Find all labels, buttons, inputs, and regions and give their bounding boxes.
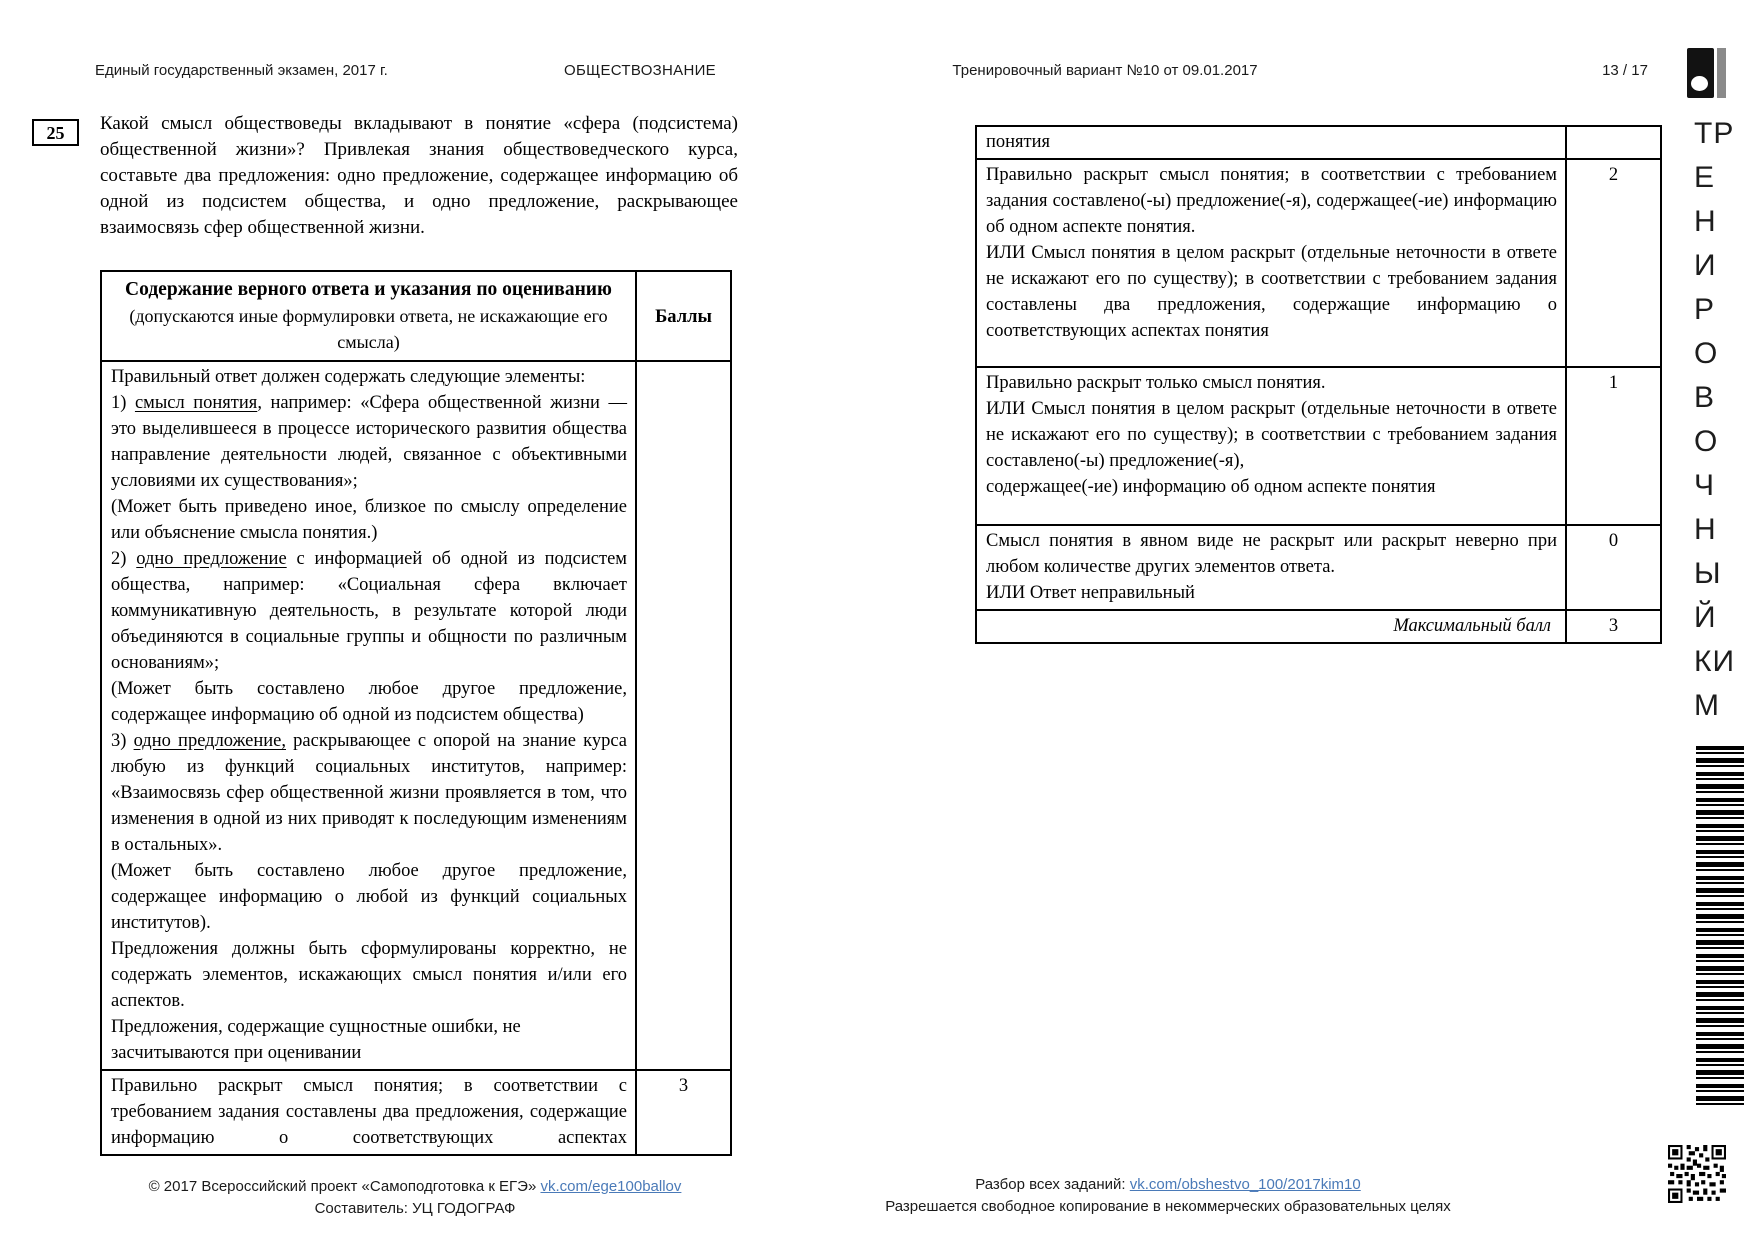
kim-vertical-watermark: ТР Е Н И Р О В О Ч Н Ы Й КИ М (1694, 117, 1736, 722)
table-row-score-3 (102, 1069, 730, 1154)
logo-stripe (1717, 48, 1726, 98)
footer-copyright-text: © 2017 Всероссийский проект «Самоподготовка к ЕГЭ» (148, 1178, 541, 1195)
table-row-continuation (977, 127, 1660, 158)
criterion-2-cell: Правильно раскрыт смысл понятия; в соответствии с требованием задания составлено(-ы) предложение(-я), содержащее(-ие) информацию об одном аспекте понятия. ИЛИ Смысл понятия в целом раскрыт (отдельные неточности в ответе не искажают его по существу); в соответствии с требованием задания составлены два предложения, содержащие информацию о соответствующих аспектах понятия (986, 165, 1557, 341)
logo-circle-icon (1691, 76, 1708, 91)
table-header-title: Содержание верного ответа и указания по оцениванию (125, 279, 612, 300)
qr-code (1668, 1145, 1726, 1203)
header-page-number: 13 / 17 (1602, 62, 1648, 79)
table-row-score-0 (977, 524, 1660, 609)
continuation-cell: понятия (986, 132, 1051, 152)
footer-breakdown-line (878, 1174, 1458, 1196)
table-row-max-score (977, 609, 1660, 642)
table-row-score-1 (977, 366, 1660, 524)
scoring-table-right (975, 125, 1662, 644)
table-header-subtitle: (допускаются иные формулировки ответа, не искажающие его смысла) (129, 306, 608, 352)
ege-logo (1687, 48, 1727, 98)
footer-composer: Составитель: УЦ ГОДОГРАФ (314, 1200, 516, 1217)
footer-left (95, 1176, 735, 1220)
question-text: Какой смысл обществоведы вкладывают в понятие «сфера (подсистема) общественной жизни»? Привлекая знания обществоведческого курса, составьте два предложения: одно предложение, содержащее информацию об одной из подсистем общества, и одно предложение, раскрывающее взаимосвязь сфер общественной жизни. (100, 113, 738, 238)
footer-right (878, 1174, 1458, 1218)
footer-link-kim10[interactable]: vk.com/obshestvo_100/2017kim10 (1129, 1176, 1361, 1193)
footer-breakdown-text: Разбор всех заданий: (975, 1176, 1130, 1193)
table-header-row (102, 272, 730, 360)
table-row-score-2 (977, 158, 1660, 366)
table-header-content (102, 272, 635, 360)
answer-score-cell (635, 362, 730, 1069)
criterion-1-cell: Правильно раскрыт только смысл понятия. ИЛИ Смысл понятия в целом раскрыт (отдельные неточности в ответе не искажают его по существу); в соответствии с требованием задания составлено(-ы) предложение(-я), содержащее(-ие) информацию об одном аспекте понятия (986, 373, 1557, 497)
criterion-3-cell: Правильно раскрыт смысл понятия; в соответствии с требованием задания составлены два предложения, содержащие информацию о соответствующих аспектах (111, 1076, 627, 1148)
continuation-score-cell (1565, 127, 1660, 158)
score-cell-2: 2 (1565, 160, 1660, 366)
header-subject-label: ОБЩЕСТВОЗНАНИЕ (564, 62, 716, 79)
question-number-box: 25 (32, 119, 79, 146)
footer-link-ege100ballov[interactable]: vk.com/ege100ballov (540, 1178, 682, 1195)
max-score-label: Максимальный балл (1393, 616, 1551, 636)
table-row-answer (102, 360, 730, 1069)
header-exam-label: Единый государственный экзамен, 2017 г. (95, 62, 388, 79)
logo-book-icon (1687, 48, 1714, 98)
score-cell-3: 3 (635, 1071, 730, 1154)
answer-content-cell: Правильный ответ должен содержать следующие элементы: 1) смысл понятия, например: «Сфера общественной жизни — это выделившееся в процессе исторического развития общества направление деятельности людей, связанное с объективными условиями их существования»; (Может быть приведено иное, близкое по смыслу определение или объяснение смысла понятия.) 2) одно предложение с информацией об одной из подсистем общества, например: «Социальная сфера включает коммуникативную деятельность, в результате которой люди объединяются в социальные группы и общности по различным основаниям»; (Может быть составлено любое другое предложение, содержащее информацию об одной из подсистем общества) 3) одно предложение, раскрывающее с опорой на знание курса любую из функций социальных институтов, например: «Взаимосвязь сфер общественной жизни проявляется в том, что изменения в одной из них приводят к последующим изменениям в остальных». (Может быть составлено любое другое предложение, содержащее информацию о любой из функций социальных институтов). Предложения должны быть сформулированы корректно, не содержать элементов, искажающих смысл понятия и/или его аспектов. Предложения, содержащие сущностные ошибки, не засчитываются при оценивании (111, 367, 628, 1063)
scoring-table-left (100, 270, 732, 1156)
header-variant-label: Тренировочный вариант №10 от 09.01.2017 (952, 62, 1258, 79)
score-cell-1: 1 (1565, 368, 1660, 524)
score-column-header: Баллы (635, 272, 730, 360)
footer-license: Разрешается свободное копирование в некоммерческих образовательных целях (885, 1198, 1451, 1215)
barcode (1696, 746, 1744, 1106)
max-score-cell: 3 (1565, 611, 1660, 642)
footer-copyright-line (95, 1176, 735, 1198)
criterion-0-cell: Смысл понятия в явном виде не раскрыт или раскрыт неверно при любом количестве других элементов ответа. ИЛИ Ответ неправильный (986, 531, 1557, 603)
score-cell-0: 0 (1565, 526, 1660, 609)
